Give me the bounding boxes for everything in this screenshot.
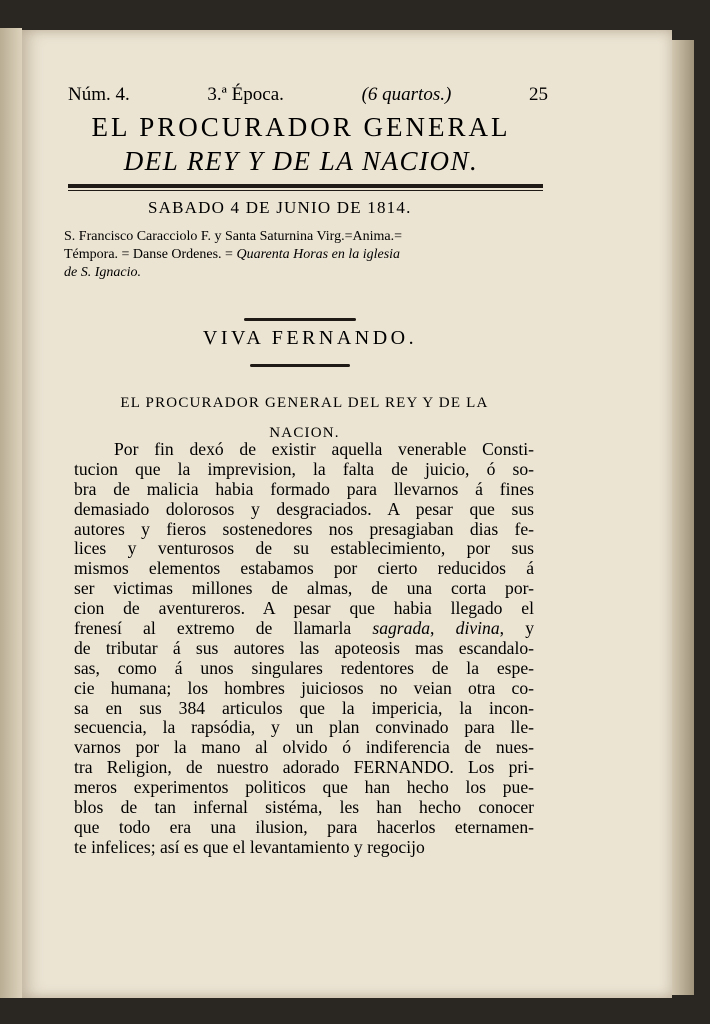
body-line: secuencia, la rapsódia, y un plan convinado para lle- [74,717,534,738]
body-line: ser victimas millones de almas, de una corta por- [74,578,534,599]
ornament-rule-top [244,318,356,321]
issue-date: SABADO 4 DE JUNIO DE 1814. [148,198,412,217]
body-line: cion de aventureros. A pesar que habia llegado el [74,598,534,619]
body-line: bra de malicia habia formado para llevarnos á fines [74,478,534,499]
masthead-title: EL PROCURADOR GENERAL [91,112,511,142]
masthead-rule-thin [68,190,543,191]
body-line-with-italics [74,619,534,639]
word-sagrada: sagrada [372,618,431,639]
page-stack-edge [672,40,694,995]
issue-header [68,84,548,106]
body-line: mismos elementos estabamos por cierto reducidos á [74,558,534,579]
saints-forty-hours: Quarenta Horas en la iglesia [236,247,401,262]
body-line-part: , [430,618,456,639]
page-number: 25 [528,84,548,105]
issue-number: Núm. 4. [68,84,130,105]
facing-page-edge [0,28,22,998]
body-line: de tributar á sus autores las apoteosis mas escandalo- [74,637,534,658]
body-line-part: frenesí al extremo de llamarla [74,618,373,639]
body-line: que todo era una ilusion, para hacerlos eternamen- [74,816,534,837]
body-line: varnos por la mano al olvido ó indiferencia de nues- [74,737,534,758]
body-line: demasiado dolorosos y desgraciados. A pesar que sus [74,498,534,519]
body-line: cie humana; los hombres juiciosos no veian otra co- [74,677,534,698]
saints-line-2: Témpora. = Danse Ordenes. = [64,247,237,262]
body-line: sas, como á unos singulares redentores de la espe- [74,657,534,678]
article-heading-line-1: EL PROCURADOR GENERAL DEL REY Y DE LA [120,395,489,411]
masthead-subtitle: DEL REY Y DE LA NACION. [123,146,479,176]
article-heading-line-2: NACION. [269,425,340,441]
issue-epoch: 3.ª Época. [207,84,284,105]
body-line: Por fin dexó de existir aquella venerable Consti- [114,439,534,459]
issue-price: (6 quartos.) [361,84,452,105]
body-line-part: , y [499,618,535,639]
body-line: tucion que la imprevision, la falta de juicio, ó so- [74,458,534,479]
body-line: sa en sus 384 articulos que la impericia, la incon- [74,697,534,718]
body-line: autores y fieros sostenedores nos presagiaban dias fe- [74,518,534,539]
ornament-rule-bottom [250,364,350,367]
article-body [74,440,534,858]
body-line: blos de tan infernal sistéma, les han hecho conocer [74,797,534,818]
body-line: meros experimentos politicos que han hecho los pue- [74,777,534,798]
word-divina: divina [455,618,500,639]
masthead-rule-thick [68,184,543,188]
saints-of-the-day [64,228,544,282]
motto: VIVA FERNANDO. [202,327,418,349]
body-line: tra Religion, de nuestro adorado FERNANDO. Los pri- [74,757,534,778]
body-line: te infelices; así es que el levantamiento y regocijo [74,836,425,857]
saints-line-4: de S. Ignacio. [64,265,141,280]
saints-line-1: S. Francisco Caracciolo F. y Santa Saturnina Virg.=Anima.= [64,229,402,244]
body-line: lices y venturosos de su establecimiento, por sus [74,538,534,559]
